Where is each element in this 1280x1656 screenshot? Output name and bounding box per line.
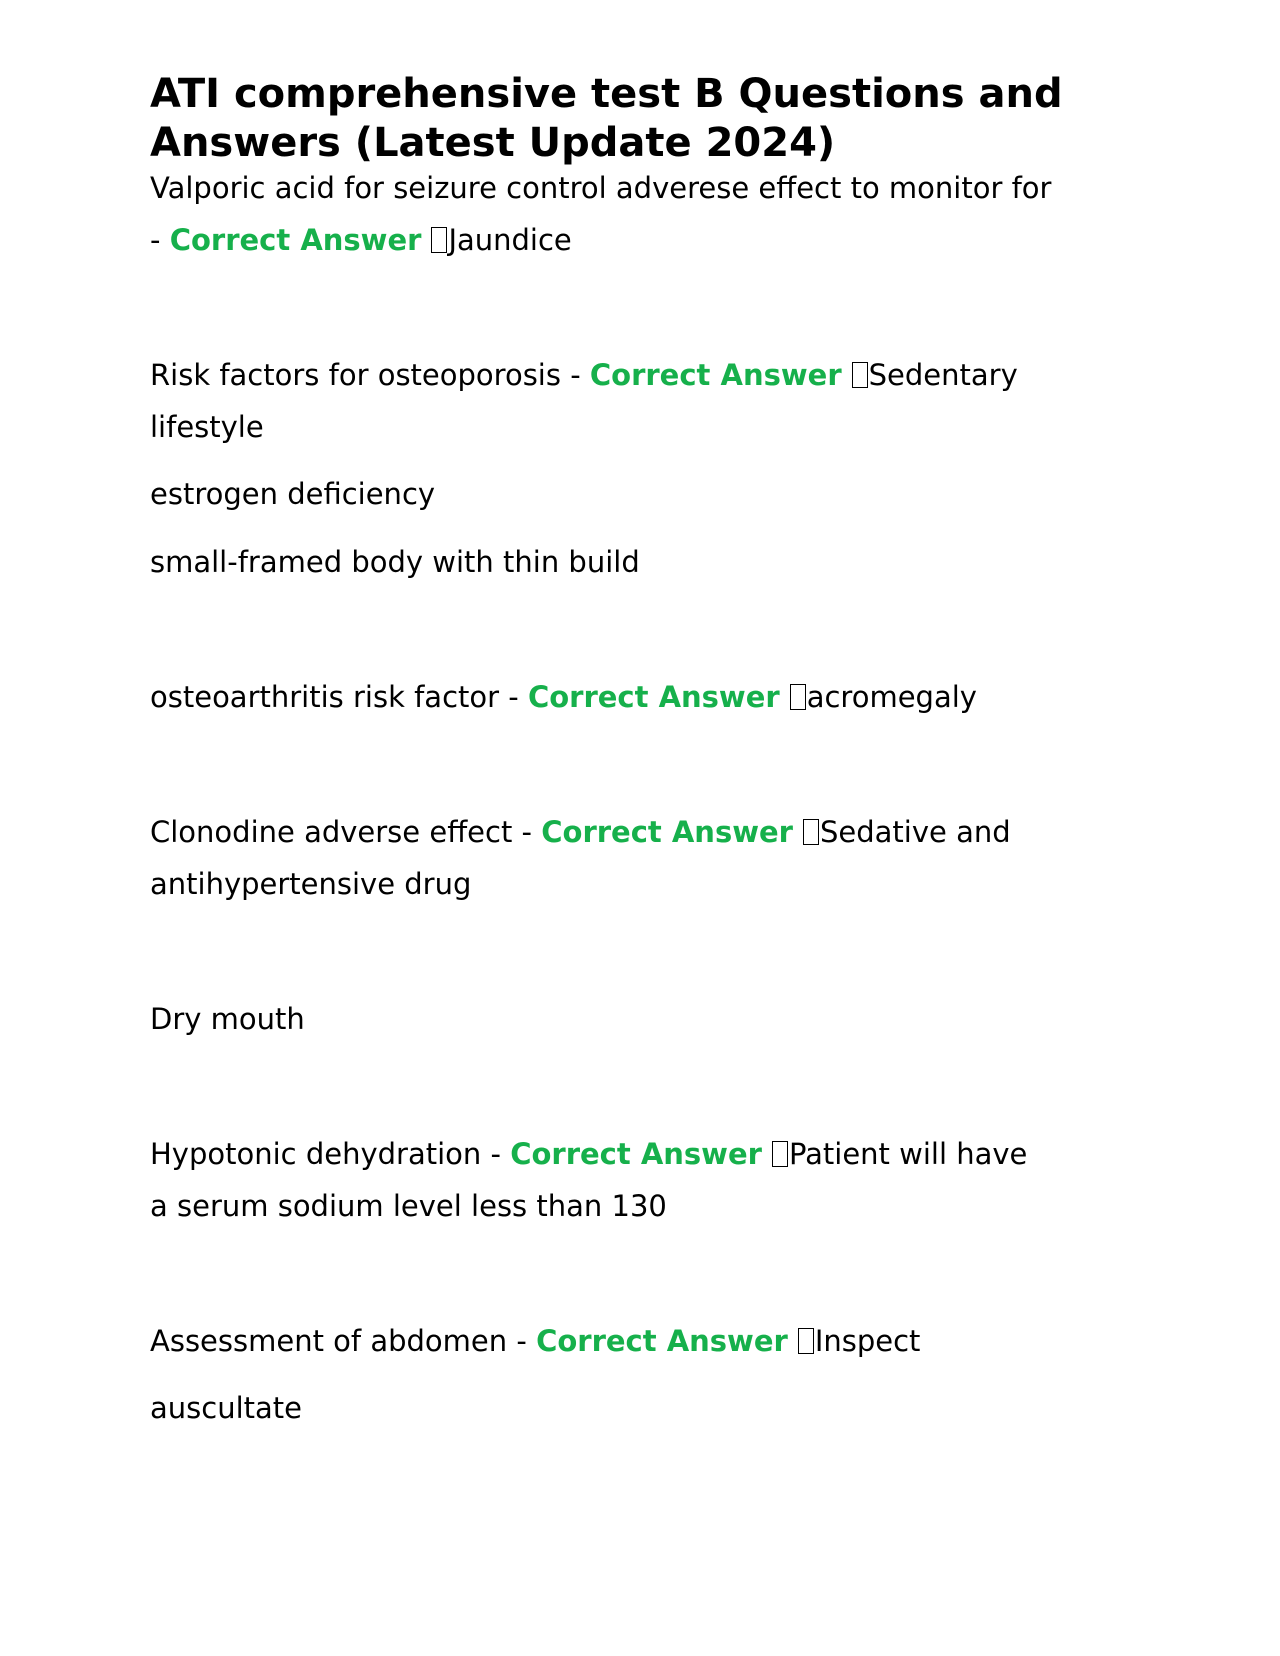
document-title: ATI comprehensive test B Questions and Answers (Latest Update 2024) <box>150 71 1063 166</box>
answer-text: Jaundice <box>448 223 572 257</box>
answer-text: Sedentary <box>868 358 1018 392</box>
answer-line: small-framed body with thin build <box>150 545 640 579</box>
question-text: Valporic acid for seizure control adverese effect to monitor for <box>150 171 1052 205</box>
missing-glyph-icon <box>803 819 819 845</box>
answer-line: estrogen deficiency <box>150 477 436 511</box>
answer-line: lifestyle <box>150 410 264 444</box>
answer-text: acromegaly <box>806 680 977 714</box>
missing-glyph-icon <box>772 1141 788 1167</box>
correct-answer-label: Correct Answer <box>589 358 842 392</box>
answer-line: a serum sodium level less than 130 <box>150 1189 667 1223</box>
missing-glyph-icon <box>431 227 447 253</box>
correct-answer-label: Correct Answer <box>527 680 780 714</box>
correct-answer-label: Correct Answer <box>541 815 793 849</box>
question-text: Hypotonic dehydration - <box>150 1137 511 1171</box>
question-answer-line <box>150 1136 1027 1172</box>
correct-answer-label: Correct Answer <box>510 1137 762 1171</box>
answer-line: antihypertensive drug <box>150 867 472 901</box>
answer-text: Sedative and <box>819 815 1011 849</box>
answer-text: Patient will have <box>788 1137 1028 1171</box>
answer-line: auscultate <box>150 1391 302 1425</box>
missing-glyph-icon <box>790 684 806 710</box>
question-answer-line <box>150 1323 920 1359</box>
question-answer-line <box>150 679 977 715</box>
answer-text: Inspect <box>814 1324 921 1358</box>
question-text: Assessment of abdomen - <box>150 1324 537 1358</box>
correct-answer-label: Correct Answer <box>169 223 422 257</box>
missing-glyph-icon <box>852 362 868 388</box>
question-text: Clonodine adverse effect - <box>150 815 542 849</box>
missing-glyph-icon <box>798 1328 814 1354</box>
question-text: Risk factors for osteoporosis - <box>150 358 590 392</box>
question-text: osteoarthritis risk factor - <box>150 680 528 714</box>
question-answer-line <box>150 814 1011 850</box>
body-text-line: Dry mouth <box>150 1002 305 1036</box>
question-answer-line <box>150 357 1018 393</box>
answer-line <box>150 222 572 258</box>
correct-answer-label: Correct Answer <box>536 1324 788 1358</box>
prefix-text: - <box>150 223 170 257</box>
